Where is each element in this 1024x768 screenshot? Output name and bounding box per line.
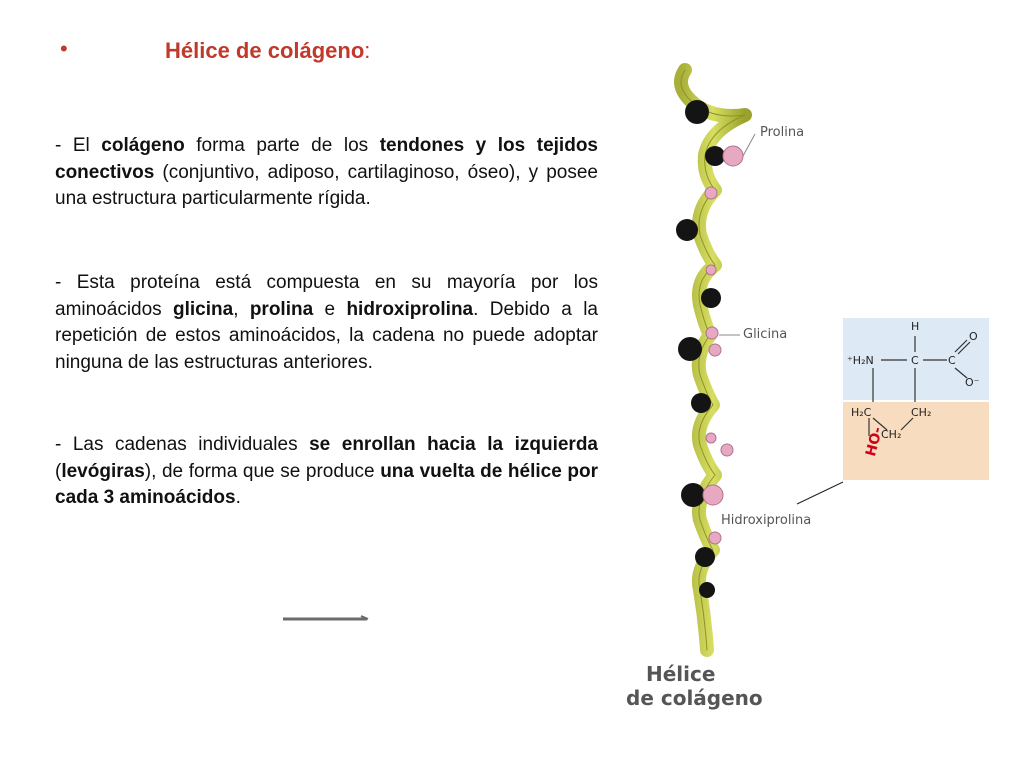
p1-bold-1: colágeno bbox=[101, 135, 185, 156]
paragraph-collagen-location bbox=[55, 133, 598, 213]
glycine-ball bbox=[685, 100, 709, 124]
chem-bonds bbox=[843, 318, 989, 480]
chem-h: H bbox=[911, 320, 920, 333]
label-hidroxiprolina: Hidroxiprolina bbox=[721, 513, 812, 528]
p2-text-4: . Debido a la repetición de estos aminoácidos, la cadena no puede adoptar ninguna de las estructuras anteriores. bbox=[55, 298, 598, 373]
p3-text-4: . bbox=[235, 487, 241, 508]
figure-title-line1: Hélice bbox=[646, 662, 716, 686]
collagen-helix-illustration bbox=[615, 60, 875, 660]
glycine-ball bbox=[678, 337, 702, 361]
p3-bold-1: se enrollan hacia la izquierda bbox=[309, 434, 598, 455]
proline-ball bbox=[703, 485, 723, 505]
glycine-ball bbox=[691, 393, 711, 413]
p2-bold-2: prolina bbox=[249, 298, 314, 320]
p2-bold-3: hidroxiprolina bbox=[346, 298, 474, 320]
chem-nh3: ⁺H₂N bbox=[847, 354, 874, 367]
glycine-ball bbox=[701, 288, 721, 308]
p2-bold-1: glicina bbox=[173, 298, 234, 320]
chem-h2c: H₂C bbox=[851, 406, 872, 419]
p1-text-1: - El bbox=[55, 135, 102, 156]
hydroxyproline-structure bbox=[843, 318, 989, 480]
p3-text-1: - Las cadenas individuales bbox=[55, 434, 310, 455]
p2-text-1: - Esta proteína está compuesta en su mayoría por los aminoácidos bbox=[55, 272, 598, 320]
label-prolina: Prolina bbox=[760, 125, 805, 140]
prolina-leader-line bbox=[743, 134, 755, 156]
p1-bold-2: tendones y los tejidos conectivos bbox=[55, 135, 598, 183]
chem-ominus: O⁻ bbox=[965, 376, 980, 389]
proline-ball bbox=[706, 327, 718, 339]
glycine-ball bbox=[705, 146, 725, 166]
chem-ch2-right: CH₂ bbox=[911, 406, 932, 419]
glycine-ball bbox=[676, 219, 698, 241]
chem-ch2-bottom: CH₂ bbox=[881, 428, 902, 441]
proline-ball bbox=[705, 187, 717, 199]
chem-c1: C bbox=[911, 354, 919, 367]
glycine-ball bbox=[699, 582, 715, 598]
p3-bold-2: levógiras bbox=[61, 460, 145, 482]
p3-text-3: ), de forma que se produce bbox=[144, 460, 381, 482]
chem-leader-line bbox=[797, 482, 843, 504]
figure-title bbox=[626, 662, 763, 710]
bullet: • bbox=[60, 36, 68, 61]
slide-title bbox=[165, 38, 370, 64]
proline-ball bbox=[709, 344, 721, 356]
arrow-right-icon bbox=[283, 614, 369, 622]
p2-text-2: , bbox=[233, 298, 250, 320]
paragraph-amino-acids bbox=[55, 270, 598, 376]
figure-title-line2: de colágeno bbox=[626, 686, 763, 710]
proline-ball bbox=[723, 146, 743, 166]
p1-text-3: (conjuntivo, adiposo, cartilaginoso, óseo), y posee una estructura particularmente rígida. bbox=[55, 161, 598, 209]
proline-ball bbox=[709, 532, 721, 544]
title-text: Hélice de colágeno bbox=[165, 38, 365, 63]
chem-c2: C bbox=[948, 354, 956, 367]
label-glicina: Glicina bbox=[743, 327, 788, 342]
p3-text-2: ( bbox=[55, 460, 62, 482]
proline-ball bbox=[706, 265, 716, 275]
proline-ball bbox=[706, 433, 716, 443]
title-colon: : bbox=[364, 38, 371, 63]
glycine-ball bbox=[681, 483, 705, 507]
p1-text-2: forma parte de los bbox=[184, 135, 380, 156]
glycine-ball bbox=[695, 547, 715, 567]
chem-o: O bbox=[969, 330, 978, 343]
p3-bold-3: una vuelta de hélice por cada 3 aminoácidos bbox=[55, 460, 598, 508]
paragraph-left-helix bbox=[55, 432, 598, 512]
chem-ho: HO- bbox=[863, 425, 887, 459]
p2-text-3: e bbox=[313, 298, 347, 320]
proline-ball bbox=[721, 444, 733, 456]
